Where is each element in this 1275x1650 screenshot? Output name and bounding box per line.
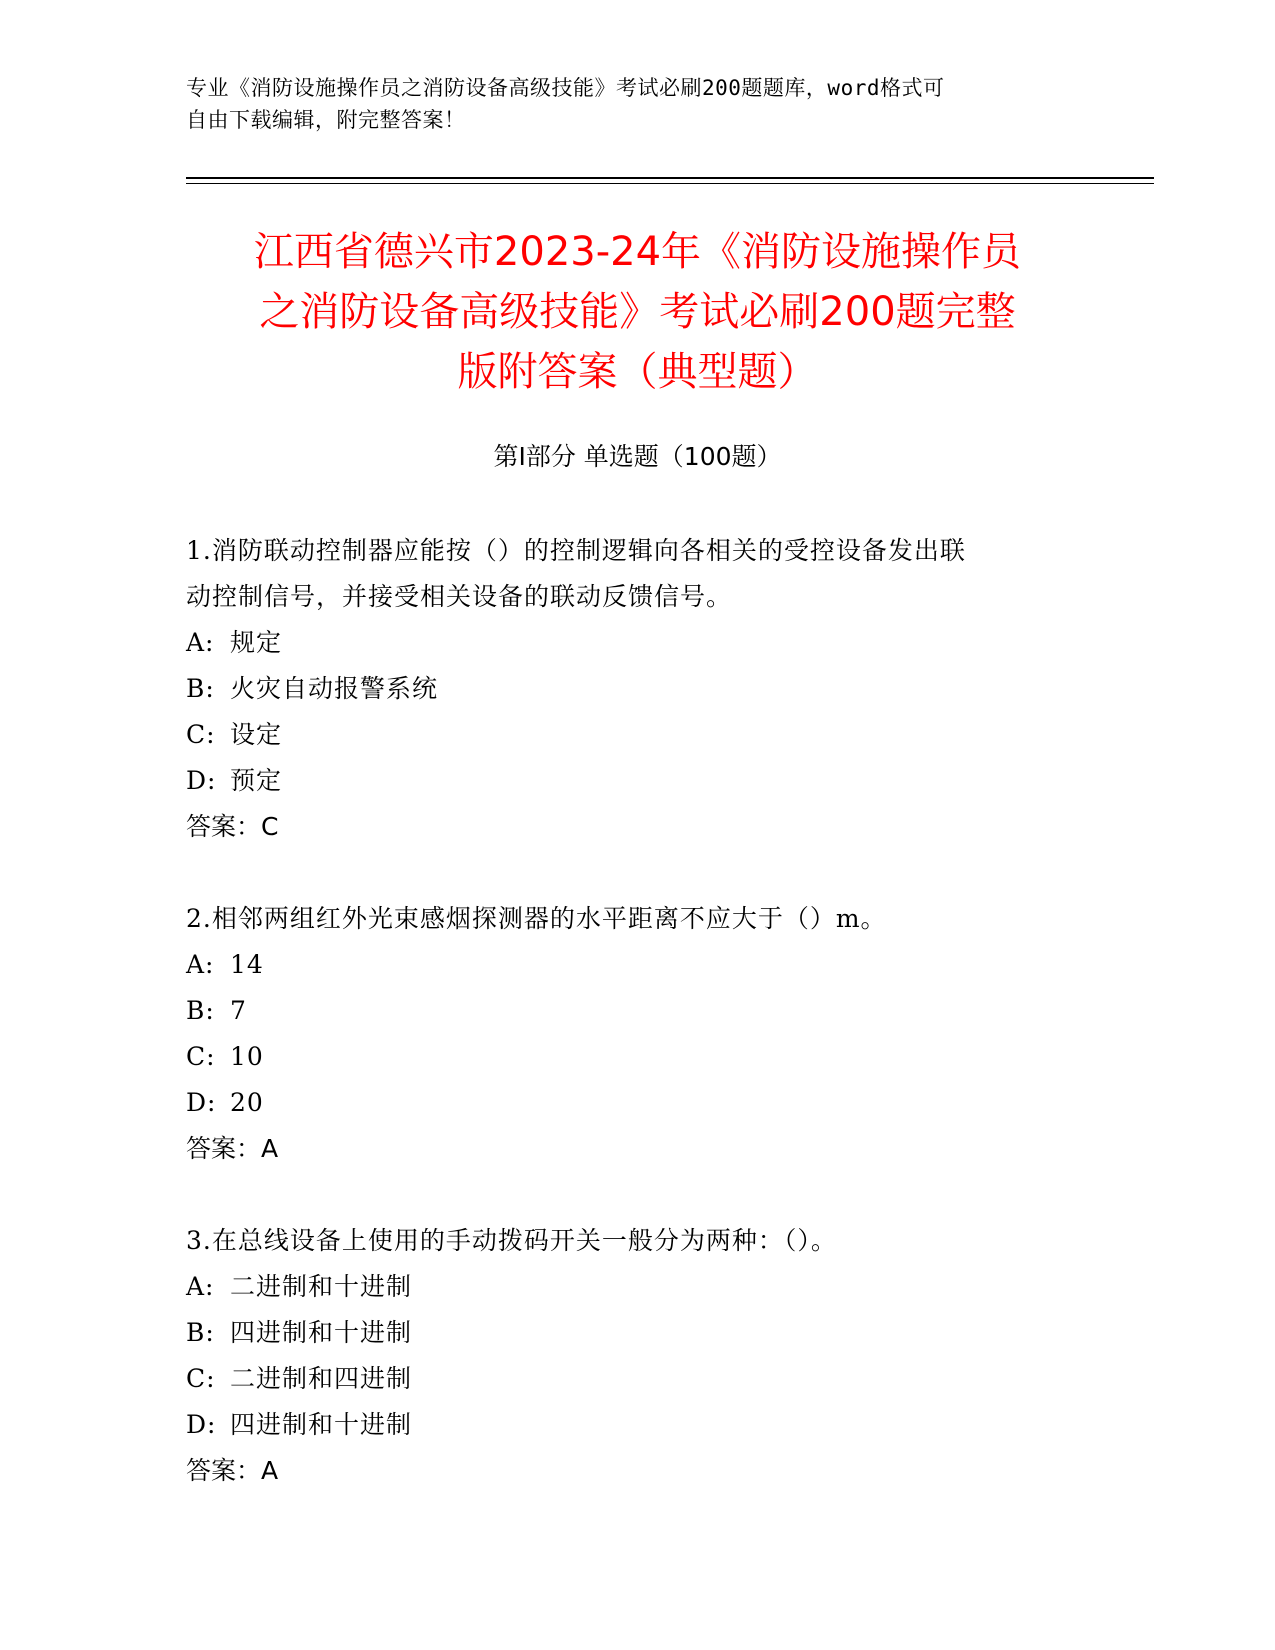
option-c xyxy=(186,712,1086,758)
option-text: 20 xyxy=(230,1088,264,1117)
option-d xyxy=(186,1080,1086,1126)
option-key: B: xyxy=(186,1318,215,1347)
option-key: D: xyxy=(186,1410,217,1439)
option-key: B: xyxy=(186,674,215,703)
header-divider-thick xyxy=(186,177,1154,179)
option-key: C: xyxy=(186,1042,216,1071)
header-note-line-1: 专业《消防设施操作员之消防设备高级技能》考试必刷200题题库，word格式可 xyxy=(186,76,945,100)
option-a xyxy=(186,942,1086,988)
question-list xyxy=(186,528,1086,1540)
document-title-line-3: 版附答案（典型题） xyxy=(457,349,818,395)
answer-label: 答案：A xyxy=(186,1134,279,1163)
question-stem-line: 1.消防联动控制器应能按（）的控制逻辑向各相关的受控设备发出联 xyxy=(186,536,966,565)
question-stem xyxy=(186,896,1086,942)
option-key: B: xyxy=(186,996,215,1025)
option-text: 设定 xyxy=(230,720,283,749)
option-text: 火灾自动报警系统 xyxy=(230,674,439,703)
option-text: 二进制和十进制 xyxy=(230,1272,413,1301)
option-b xyxy=(186,1310,1086,1356)
option-text: 10 xyxy=(230,1042,264,1071)
option-text: 预定 xyxy=(230,766,283,795)
header-divider-thin xyxy=(186,183,1154,184)
section-heading: 第Ⅰ部分 单选题（100题） xyxy=(493,442,782,471)
question-stem xyxy=(186,528,1086,620)
option-d xyxy=(186,758,1086,804)
option-key: A: xyxy=(186,628,215,657)
option-b xyxy=(186,666,1086,712)
header-note-line-2: 自由下载编辑，附完整答案！ xyxy=(186,108,466,132)
option-key: D: xyxy=(186,766,217,795)
option-text: 四进制和十进制 xyxy=(230,1318,413,1347)
option-text: 规定 xyxy=(230,628,283,657)
option-c xyxy=(186,1034,1086,1080)
option-key: A: xyxy=(186,950,215,979)
option-key: A: xyxy=(186,1272,215,1301)
option-text: 四进制和十进制 xyxy=(230,1410,413,1439)
answer-label: 答案：A xyxy=(186,1456,279,1485)
option-b xyxy=(186,988,1086,1034)
question-stem-line: 2.相邻两组红外光束感烟探测器的水平距离不应大于（）m。 xyxy=(186,904,887,933)
option-text: 14 xyxy=(230,950,264,979)
option-text: 7 xyxy=(230,996,247,1025)
option-key: C: xyxy=(186,720,216,749)
header-note xyxy=(186,72,1066,136)
option-a xyxy=(186,1264,1086,1310)
document-title-line-1: 江西省德兴市2023-24年《消防设施操作员 xyxy=(253,229,1022,275)
option-d xyxy=(186,1402,1086,1448)
answer-label: 答案：C xyxy=(186,812,279,841)
option-a xyxy=(186,620,1086,666)
question-stem xyxy=(186,1218,1086,1264)
question-stem-line: 动控制信号，并接受相关设备的联动反馈信号。 xyxy=(186,582,733,611)
question-item xyxy=(186,528,1086,850)
document-title-line-2: 之消防设备高级技能》考试必刷200题完整 xyxy=(259,289,1016,335)
option-c xyxy=(186,1356,1086,1402)
option-text: 二进制和四进制 xyxy=(230,1364,413,1393)
document-title xyxy=(150,222,1125,402)
question-stem-line: 3.在总线设备上使用的手动拨码开关一般分为两种：（）。 xyxy=(186,1226,837,1255)
question-item xyxy=(186,1218,1086,1494)
option-key: C: xyxy=(186,1364,216,1393)
option-key: D: xyxy=(186,1088,217,1117)
question-item xyxy=(186,896,1086,1172)
